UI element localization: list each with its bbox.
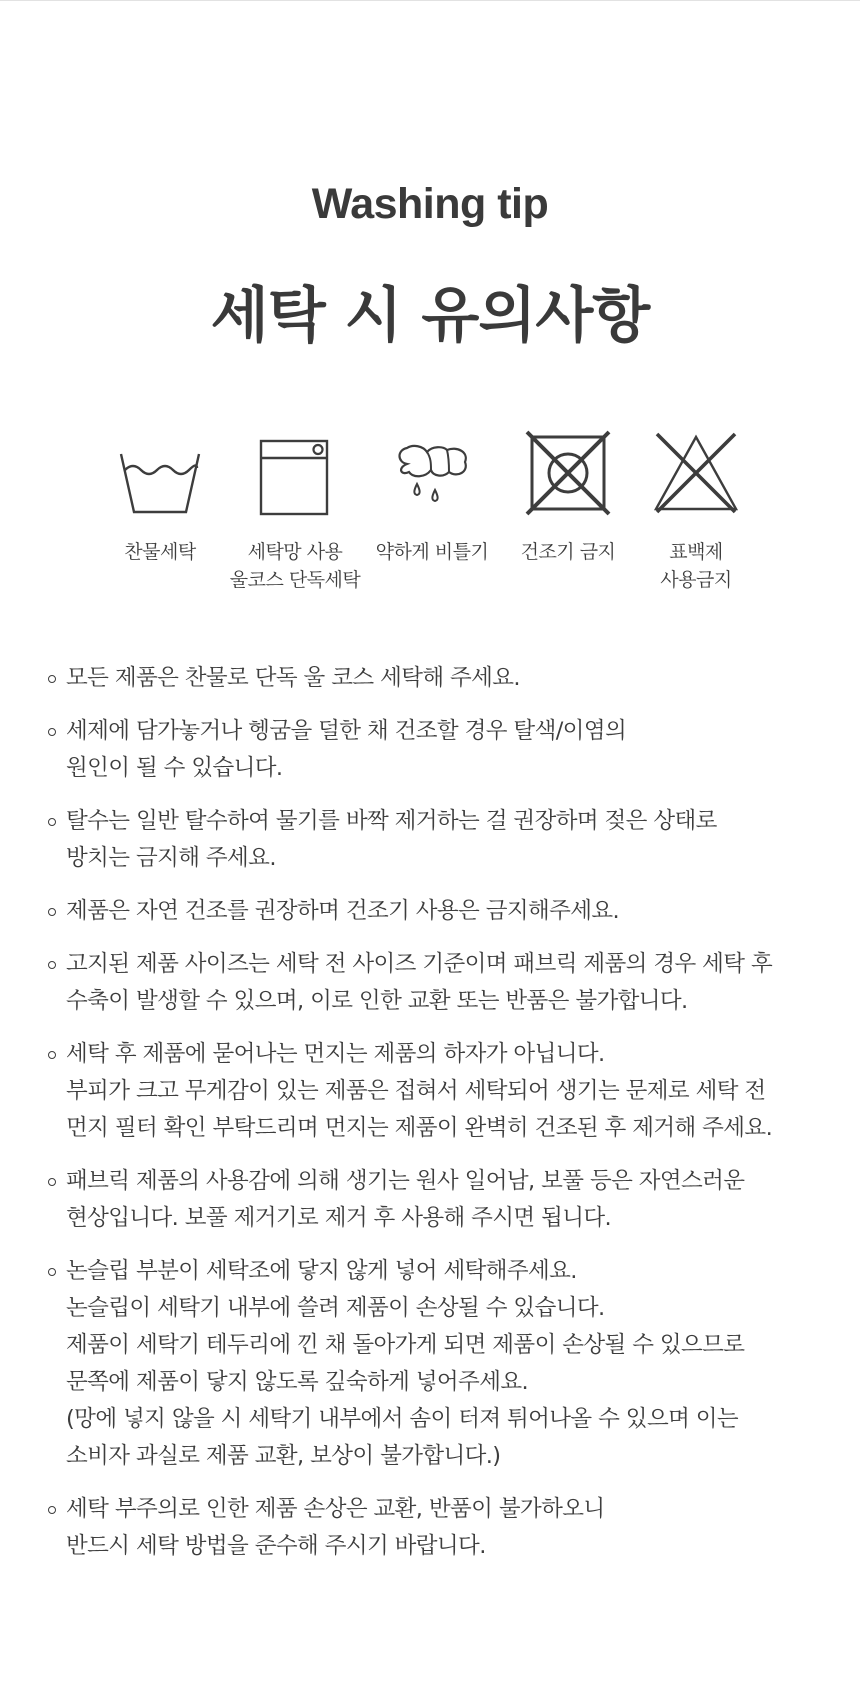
tip-item [46, 660, 826, 697]
tip-text: 패브릭 제품의 사용감에 의해 생기는 원사 일어남, 보풀 등은 자연스러운 [66, 1168, 745, 1194]
tip-text: 세탁 후 제품에 묻어나는 먼지는 제품의 하자가 아닙니다. [66, 1041, 605, 1067]
circle-bullet-icon [48, 908, 56, 916]
tip-text: 탈수는 일반 탈수하여 물기를 바짝 제거하는 걸 권장하며 젖은 상태로 [66, 808, 717, 834]
tip-item [46, 893, 826, 930]
tip-text: 원인이 될 수 있습니다. [66, 755, 283, 781]
circle-bullet-icon [48, 728, 56, 736]
gentle-wring-icon [387, 428, 477, 518]
care-label: 찬물세탁 [124, 541, 196, 563]
care-symbol-laundry-net [225, 428, 365, 594]
tip-text: (망에 넣지 않을 시 세탁기 내부에서 솜이 터져 튀어나올 수 있으며 이는 [66, 1406, 739, 1432]
tip-item [46, 1163, 826, 1237]
care-symbol-cold-wash [90, 428, 230, 566]
tip-text: 문쪽에 제품이 닿지 않도록 깊숙하게 넣어주세요. [66, 1369, 529, 1395]
tip-item [46, 1253, 826, 1475]
tip-text: 먼지 필터 확인 부탁드리며 먼지는 제품이 완벽히 건조된 후 제거해 주세요. [66, 1115, 773, 1141]
tip-text: 고지된 제품 사이즈는 세탁 전 사이즈 기준이며 패브릭 제품의 경우 세탁 후 [66, 951, 773, 977]
care-label: 세탁망 사용 울코스 단독세탁 [229, 541, 361, 591]
care-symbol-no-dryer [498, 428, 638, 566]
no-tumble-dry-icon [523, 428, 613, 518]
tip-text: 논슬립 부분이 세탁조에 닿지 않게 넣어 세탁해주세요. [66, 1258, 577, 1284]
tip-text: 제품이 세탁기 테두리에 낀 채 돌아가게 되면 제품이 손상될 수 있으므로 [66, 1332, 745, 1358]
circle-bullet-icon [48, 675, 56, 683]
care-label: 약하게 비틀기 [375, 541, 489, 563]
tip-text: 논슬립이 세탁기 내부에 쓸려 제품이 손상될 수 있습니다. [66, 1295, 605, 1321]
tip-text: 반드시 세탁 방법을 준수해 주시기 바랍니다. [66, 1533, 486, 1559]
tip-text: 제품은 자연 건조를 권장하며 건조기 사용은 금지해주세요. [66, 898, 620, 924]
tip-text: 수축이 발생할 수 있으며, 이로 인한 교환 또는 반품은 불가합니다. [66, 988, 688, 1014]
tip-item [46, 713, 826, 787]
cold-water-wash-icon [115, 428, 205, 518]
page-title-english: Washing tip [311, 180, 549, 228]
tip-item [46, 1036, 826, 1147]
tip-text: 방치는 금지해 주세요. [66, 845, 276, 871]
tip-text: 부피가 크고 무게감이 있는 제품은 접혀서 세탁되어 생기는 문제로 세탁 전 [66, 1078, 766, 1104]
care-label: 표백제 사용금지 [660, 541, 732, 591]
circle-bullet-icon [48, 1506, 56, 1514]
no-bleach-icon [651, 428, 741, 518]
circle-bullet-icon [48, 1051, 56, 1059]
tip-text: 모든 제품은 찬물로 단독 울 코스 세탁해 주세요. [66, 665, 520, 691]
care-symbol-no-bleach [626, 428, 766, 594]
tip-text: 소비자 과실로 제품 교환, 보상이 불가합니다.) [66, 1443, 501, 1469]
laundry-net-wool-course-icon [250, 428, 340, 518]
circle-bullet-icon [48, 1178, 56, 1186]
tip-text: 세탁 부주의로 인한 제품 손상은 교환, 반품이 불가하오니 [66, 1496, 605, 1522]
top-divider [0, 0, 860, 1]
circle-bullet-icon [48, 1268, 56, 1276]
washing-tips-list [46, 660, 826, 1581]
care-symbol-gentle-wring [362, 428, 502, 566]
circle-bullet-icon [48, 818, 56, 826]
care-label: 건조기 금지 [520, 541, 616, 563]
tip-text: 세제에 담가놓거나 헹굼을 덜한 채 건조할 경우 탈색/이염의 [66, 718, 627, 744]
tip-item [46, 946, 826, 1020]
tip-item [46, 1491, 826, 1565]
care-symbols-row [0, 428, 860, 608]
tip-text: 현상입니다. 보풀 제거기로 제거 후 사용해 주시면 됩니다. [66, 1205, 612, 1231]
tip-item [46, 803, 826, 877]
circle-bullet-icon [48, 961, 56, 969]
page-title-korean: 세탁 시 유의사항 [210, 281, 650, 351]
